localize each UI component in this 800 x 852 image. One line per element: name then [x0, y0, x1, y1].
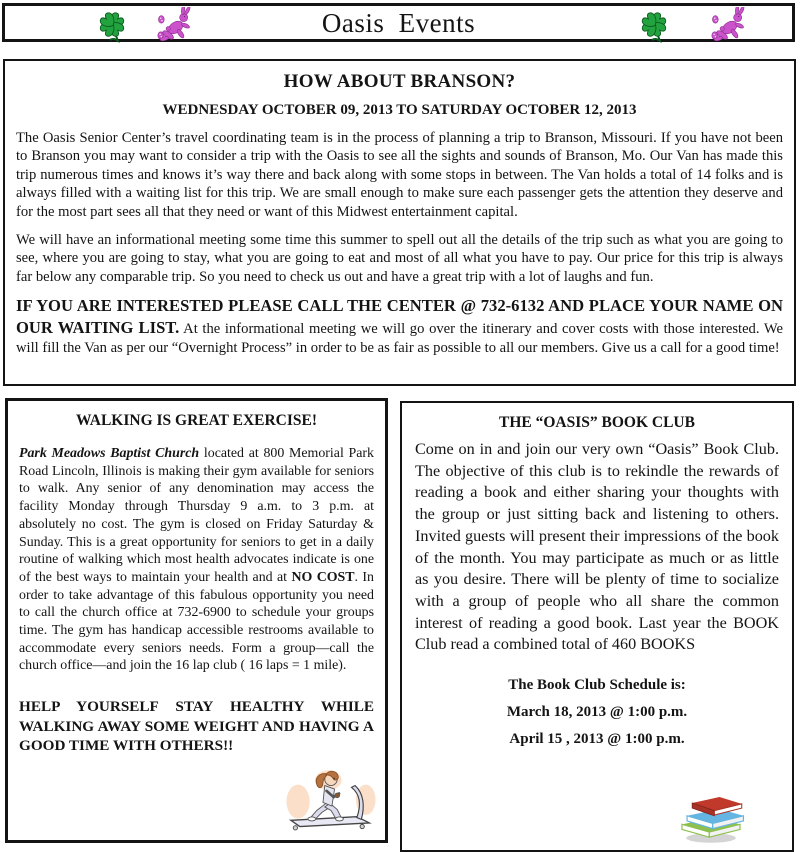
walking-slogan: HELP YOURSELF STAY HEALTHY WHILE WALKING AWAY SOME WEIGHT AND HAVING A GOOD TIME WITH OTHERS!! [19, 698, 374, 755]
branson-paragraph-3 [16, 296, 783, 359]
rabbit-icon [709, 7, 749, 48]
branson-paragraph-3-rest: At the informational meeting we will go over the itinerary and cover costs with those interested. We will fill the Van as per our “Overnight Process” in order to be as fair as possible to all our members. Give us a call for a good time! [16, 320, 783, 357]
walking-text-a: located at 800 Memorial Park Road Lincoln, Illinois is making their gym available for seniors to walk. Any senior of any denomination may access the facility Monday through Thursday 9 a.m. to 3 p.m. at absolutely no cost. The gym is closed on Friday Saturday & Sunday. This is a great opportunity for seniors to get in a daily routine of walking which most health advocates indicate is one of the best ways to maintain your health and at [19, 446, 375, 585]
branson-call-to-action: IF YOU ARE INTERESTED PLEASE CALL THE CENTER @ 732-6132 AND PLACE YOUR NAME ON OUR WAITING LIST. [16, 296, 783, 337]
no-cost-emphasis: NO COST [291, 569, 355, 585]
treadmill-walker-icon [282, 764, 380, 837]
church-name: Park Meadows Baptist Church [19, 446, 200, 461]
branson-dates: WEDNESDAY OCTOBER 09, 2013 TO SATURDAY OCTOBER 12, 2013 [162, 102, 637, 118]
walking-article [5, 398, 388, 843]
page-title: Oasis Events [321, 8, 476, 38]
branson-paragraph-1: The Oasis Senior Center’s travel coordinating team is in the process of planning a trip to Branson, Missouri. If you have not been to Branson you may want to consider a trip with the Oasis to see all the sights and sounds of Branson, Mo. Our Van has made this trip numerous times and knows it’s way there and back along with some stops in between. The Van holds a total of 14 folks and is always filled with a waiting list for this trip. We are small enough to make sure each passenger gets the attention they deserve and for the most part sees all that they need or want of this Midwest entertainment capital. [16, 130, 783, 220]
branson-paragraph-2: We will have an informational meeting some time this summer to spell out all the details of the trip such as what you are going to see, where you are going to stay, what you are going to eat and most of all what you have to pay. Our price for this trip is always far below any comparable trip. So you need to check us out and have a great trip with a lot of laughs and fun. [16, 232, 783, 285]
walking-text-b: . In order to take advantage of this fabulous opportunity you need to call the church office at 732-6900 to schedule your groups time. The gym has handicap accessible restrooms available to accommodate every seniors needs. Form a group—call the church office—and join the 16 lap club ( 16 laps = 1 mile). [19, 569, 374, 674]
schedule-date-2: April 15 , 2013 @ 1:00 p.m. [509, 731, 685, 748]
book-stack-icon [670, 790, 752, 850]
schedule-heading: The Book Club Schedule is: [508, 677, 686, 694]
bookclub-article [400, 401, 794, 852]
bookclub-schedule [415, 672, 779, 753]
bookclub-title: THE “OASIS” BOOK CLUB [499, 414, 695, 431]
schedule-date-1: March 18, 2013 @ 1:00 p.m. [506, 704, 688, 721]
walking-title: WALKING IS GREAT EXERCISE! [75, 412, 318, 429]
branson-article [3, 59, 796, 386]
walking-paragraph-1 [19, 445, 374, 675]
clover-icon [637, 7, 671, 50]
bookclub-paragraph: Come on in and join our very own “Oasis” Book Club. The objective of this club is to rekindle the rewards of reading a book and either sharing your thoughts with the group or just sitting back and listening to others. Invited guests will present their impressions of the book of the month. You may participate as much or as little as you desire. There will be plenty of time to socialize with a group of people who all share the common interest of reading a good book. Last year the BOOK Club read a combined total of 460 BOOKS [415, 440, 779, 654]
header-banner [2, 3, 795, 42]
branson-title: HOW ABOUT BRANSON? [283, 71, 516, 92]
